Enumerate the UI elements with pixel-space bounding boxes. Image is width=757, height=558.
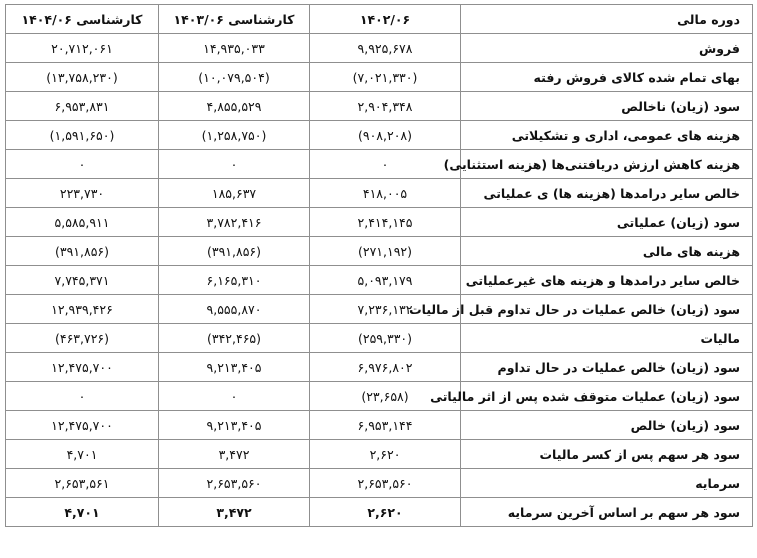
table-row	[6, 121, 753, 150]
row-value-1403: ۰	[159, 382, 310, 411]
row-value-1403: ۹,۲۱۳,۴۰۵	[159, 411, 310, 440]
row-value-1402: ۶,۹۷۶,۸۰۲	[310, 353, 461, 382]
row-value-1403: ۲,۶۵۳,۵۶۰	[159, 469, 310, 498]
row-value-1403: ۳,۴۷۲	[159, 498, 310, 527]
row-value-1404: ۲,۶۵۳,۵۶۱	[6, 469, 159, 498]
row-value-1402: ۷,۲۳۶,۱۳۲	[310, 295, 461, 324]
row-value-1403: ۳,۷۸۲,۴۱۶	[159, 208, 310, 237]
row-value-1403: ۶,۱۶۵,۳۱۰	[159, 266, 310, 295]
row-value-1404: ۱۲,۹۳۹,۴۲۶	[6, 295, 159, 324]
table-row	[6, 179, 753, 208]
row-value-1402: ۰	[310, 150, 461, 179]
row-value-1402: ۵,۰۹۳,۱۷۹	[310, 266, 461, 295]
row-value-1404: (۱۳,۷۵۸,۲۳۰)	[6, 63, 159, 92]
table-header-row	[6, 5, 753, 34]
row-value-1402: (۲۵۹,۳۳۰)	[310, 324, 461, 353]
header-col-1402: ۱۴۰۲/۰۶	[310, 5, 461, 34]
table-row	[6, 237, 753, 266]
table-row	[6, 295, 753, 324]
row-value-1404: ۵,۵۸۵,۹۱۱	[6, 208, 159, 237]
row-label: خالص سایر درامدها (هزینه ها) ی عملیاتی	[461, 179, 753, 208]
row-value-1402: (۲۳,۶۵۸)	[310, 382, 461, 411]
row-value-1402: (۷,۰۲۱,۳۳۰)	[310, 63, 461, 92]
row-label: سود (زیان) ناخالص	[461, 92, 753, 121]
row-label: سود (زیان) خالص عملیات در حال تداوم قبل از مالیات	[461, 295, 753, 324]
row-label: هزینه های عمومی، اداری و تشکیلاتی	[461, 121, 753, 150]
row-value-1404: ۶,۹۵۳,۸۳۱	[6, 92, 159, 121]
row-value-1404: (۱,۵۹۱,۶۵۰)	[6, 121, 159, 150]
row-value-1402: (۹۰۸,۲۰۸)	[310, 121, 461, 150]
row-value-1402: ۲,۶۲۰	[310, 440, 461, 469]
table-row	[6, 324, 753, 353]
table-row	[6, 382, 753, 411]
row-label: سود (زیان) خالص	[461, 411, 753, 440]
row-value-1404: ۴,۷۰۱	[6, 498, 159, 527]
row-label: سود هر سهم پس از کسر مالیات	[461, 440, 753, 469]
row-value-1404: ۱۲,۴۷۵,۷۰۰	[6, 353, 159, 382]
row-value-1403: ۹,۵۵۵,۸۷۰	[159, 295, 310, 324]
row-value-1403: ۱۴,۹۳۵,۰۳۳	[159, 34, 310, 63]
row-value-1404: ۴,۷۰۱	[6, 440, 159, 469]
row-value-1403: ۴,۸۵۵,۵۲۹	[159, 92, 310, 121]
row-label: سود (زیان) خالص عملیات در حال تداوم	[461, 353, 753, 382]
header-period-label: دوره مالی	[461, 5, 753, 34]
row-value-1404: (۴۶۳,۷۲۶)	[6, 324, 159, 353]
row-value-1403: (۱,۲۵۸,۷۵۰)	[159, 121, 310, 150]
row-value-1402: ۶,۹۵۳,۱۴۴	[310, 411, 461, 440]
row-value-1404: ۲۲۳,۷۳۰	[6, 179, 159, 208]
row-label: سود هر سهم بر اساس آخرین سرمایه	[461, 498, 753, 527]
header-col-1404-estimate: کارشناسی ۱۴۰۴/۰۶	[6, 5, 159, 34]
row-label: بهای تمام شده کالای فروش رفته	[461, 63, 753, 92]
row-value-1404: ۷,۷۴۵,۳۷۱	[6, 266, 159, 295]
row-value-1402: ۹,۹۲۵,۶۷۸	[310, 34, 461, 63]
row-label: سود (زیان) عملیات متوقف شده پس از اثر مالیاتی	[461, 382, 753, 411]
table-row	[6, 92, 753, 121]
row-label: مالیات	[461, 324, 753, 353]
row-value-1402: ۲,۶۲۰	[310, 498, 461, 527]
row-label: خالص سایر درامدها و هزینه های غیرعملیاتی	[461, 266, 753, 295]
table-row	[6, 353, 753, 382]
row-value-1402: ۲,۹۰۴,۳۴۸	[310, 92, 461, 121]
table-row	[6, 498, 753, 527]
row-value-1402: (۲۷۱,۱۹۲)	[310, 237, 461, 266]
table-row	[6, 411, 753, 440]
row-value-1402: ۴۱۸,۰۰۵	[310, 179, 461, 208]
financial-statement-table	[5, 4, 753, 527]
row-label: هزینه های مالی	[461, 237, 753, 266]
financial-table-container	[5, 4, 752, 527]
row-label: فروش	[461, 34, 753, 63]
row-value-1402: ۲,۶۵۳,۵۶۰	[310, 469, 461, 498]
table-row	[6, 266, 753, 295]
row-value-1404: (۳۹۱,۸۵۶)	[6, 237, 159, 266]
row-value-1403: (۳۹۱,۸۵۶)	[159, 237, 310, 266]
row-value-1404: ۱۲,۴۷۵,۷۰۰	[6, 411, 159, 440]
row-value-1404: ۰	[6, 382, 159, 411]
table-row	[6, 208, 753, 237]
table-row	[6, 63, 753, 92]
row-label: هزینه کاهش ارزش دریافتنی‌ها (هزینه استثنایی)	[461, 150, 753, 179]
row-value-1402: ۲,۴۱۴,۱۴۵	[310, 208, 461, 237]
row-value-1403: ۰	[159, 150, 310, 179]
table-row	[6, 440, 753, 469]
row-label: سرمایه	[461, 469, 753, 498]
row-value-1403: ۱۸۵,۶۳۷	[159, 179, 310, 208]
row-value-1403: (۱۰,۰۷۹,۵۰۴)	[159, 63, 310, 92]
header-col-1403-estimate: کارشناسی ۱۴۰۳/۰۶	[159, 5, 310, 34]
table-row	[6, 34, 753, 63]
row-value-1403: ۹,۲۱۳,۴۰۵	[159, 353, 310, 382]
row-value-1404: ۲۰,۷۱۲,۰۶۱	[6, 34, 159, 63]
row-label: سود (زیان) عملیاتی	[461, 208, 753, 237]
table-row	[6, 469, 753, 498]
row-value-1404: ۰	[6, 150, 159, 179]
table-row	[6, 150, 753, 179]
row-value-1403: (۳۴۲,۴۶۵)	[159, 324, 310, 353]
row-value-1403: ۳,۴۷۲	[159, 440, 310, 469]
